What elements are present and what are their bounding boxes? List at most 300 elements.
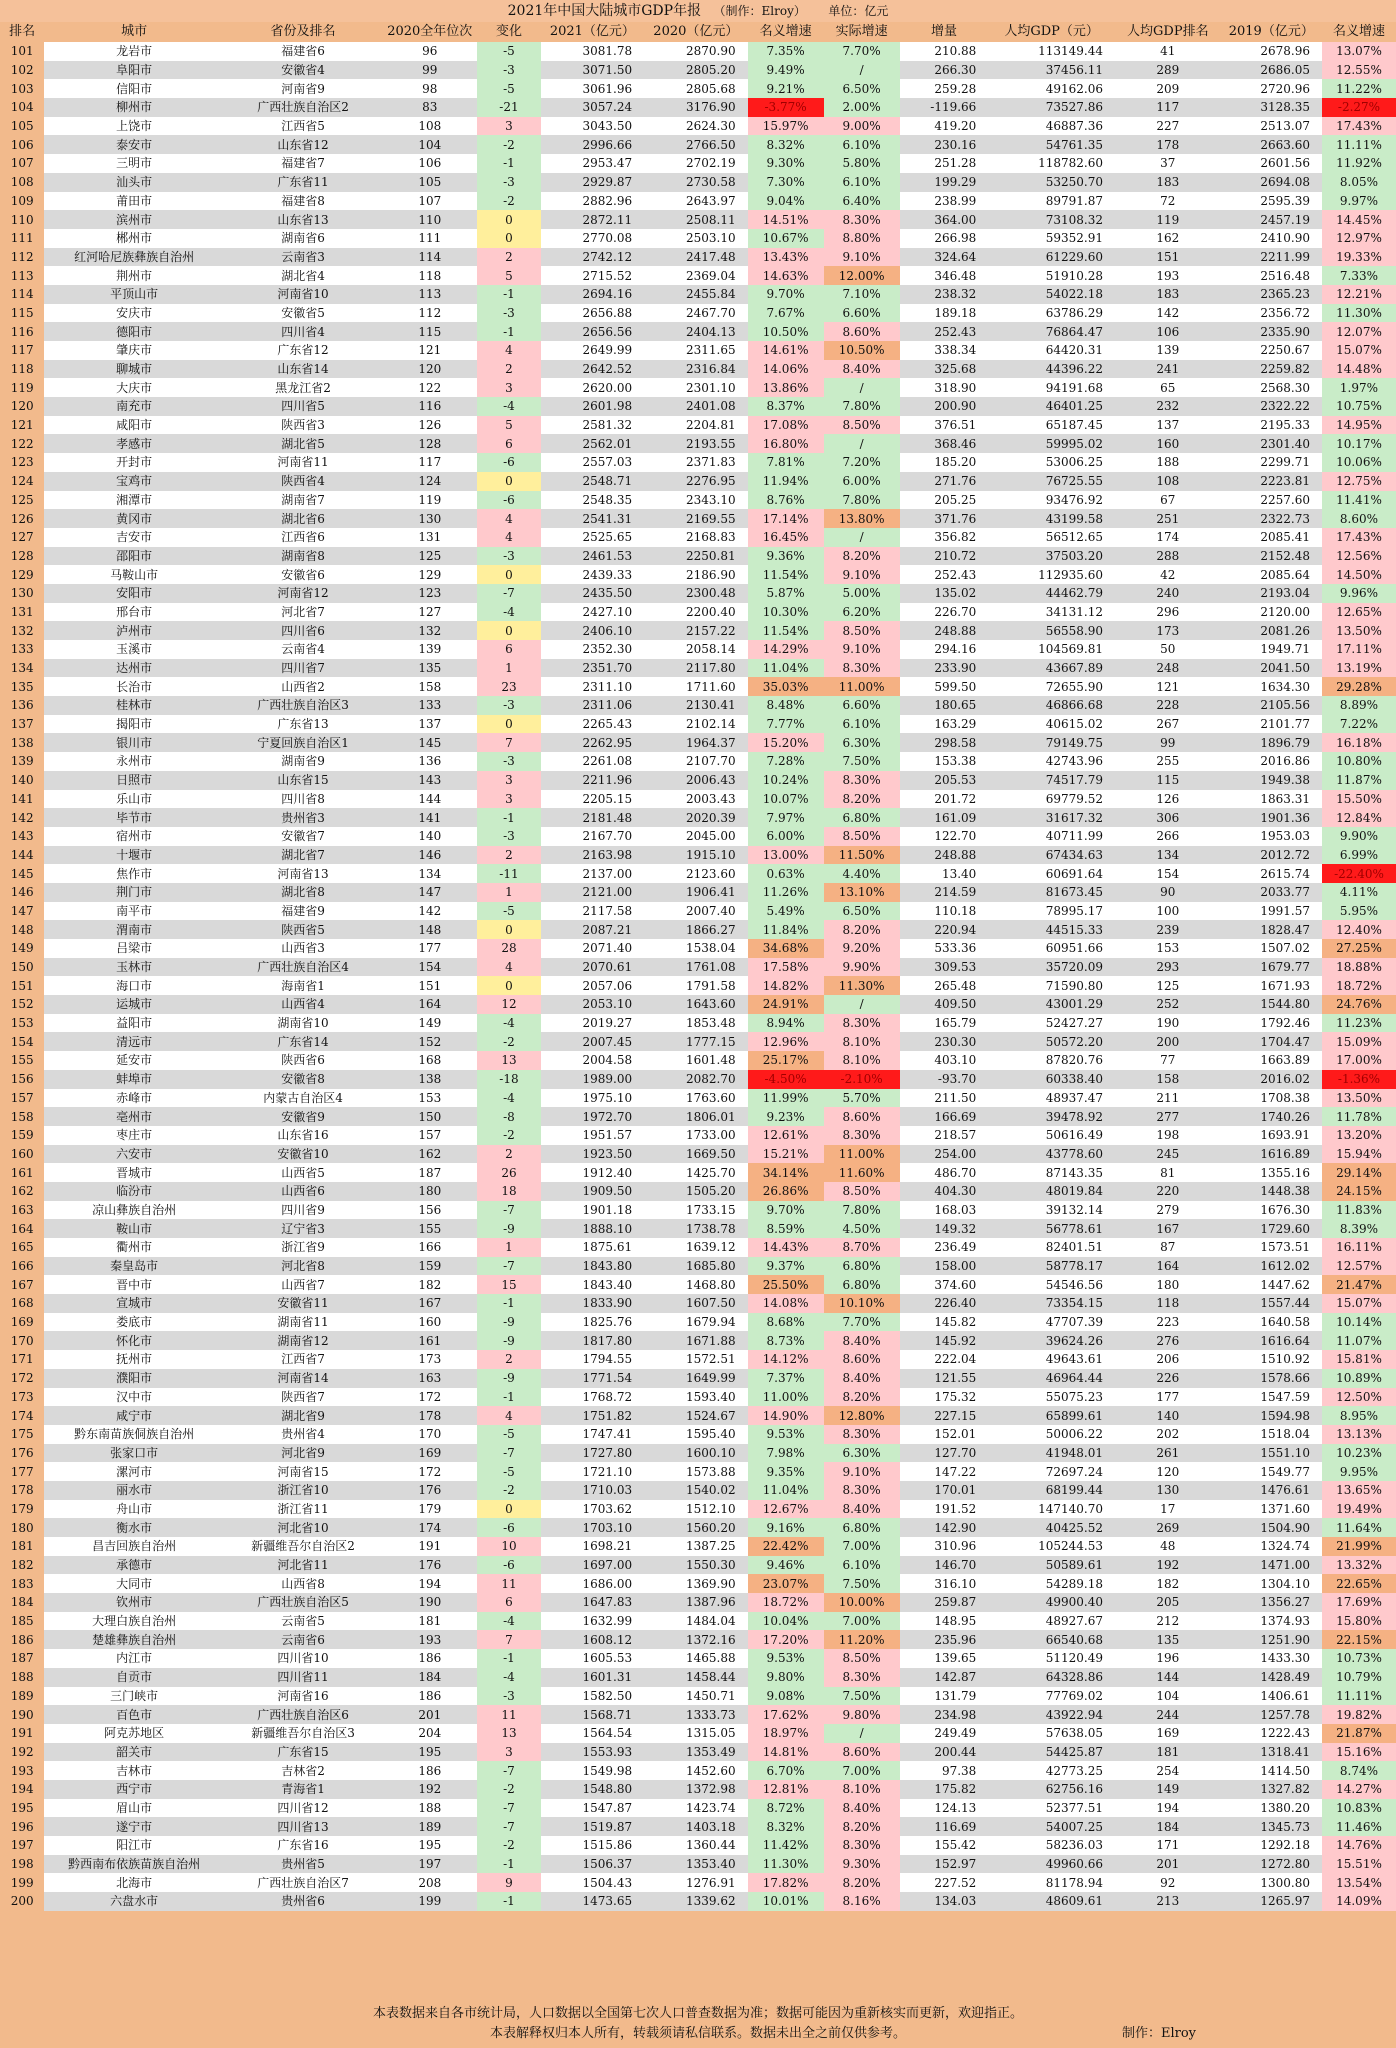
table-cell: 148.95 (900, 1612, 989, 1631)
table-cell: 2601.56 (1221, 154, 1322, 173)
table-cell: 阜阳市 (44, 61, 224, 80)
table-cell: 205 (1115, 1593, 1221, 1612)
table-cell: 486.70 (900, 1163, 989, 1182)
table-cell: 2642.52 (541, 360, 644, 379)
table-cell: 自贡市 (44, 1668, 224, 1687)
table-cell: 1843.80 (541, 1257, 644, 1276)
table-cell: -7 (477, 584, 540, 603)
table-cell: 72697.24 (988, 1462, 1115, 1481)
table-cell: 8.59% (748, 1219, 824, 1238)
table-cell: 192 (0, 1743, 44, 1762)
table-row (0, 677, 1396, 696)
table-cell: 131 (0, 603, 44, 622)
table-cell: 120 (0, 397, 44, 416)
table-cell: 43778.60 (988, 1145, 1115, 1164)
table-cell: 1863.31 (1221, 790, 1322, 809)
table-cell: 226.70 (900, 603, 989, 622)
table-cell: 58236.03 (988, 1836, 1115, 1855)
table-cell: 3061.96 (541, 79, 644, 98)
table-cell: 24.76% (1322, 995, 1396, 1014)
table-cell: 2058.14 (644, 640, 747, 659)
table-row (0, 79, 1396, 98)
table-cell: 13.54% (1322, 1873, 1396, 1892)
table-row (0, 266, 1396, 285)
table-cell: 143 (382, 771, 477, 790)
table-cell: 2137.00 (541, 864, 644, 883)
table-cell: 137 (0, 715, 44, 734)
table-cell: 105 (0, 117, 44, 136)
table-cell: 192 (1115, 1556, 1221, 1575)
table-cell: 51910.28 (988, 266, 1115, 285)
table-cell: 188 (1115, 453, 1221, 472)
table-cell: 9.10% (824, 1462, 900, 1481)
table-cell: 15 (477, 1275, 540, 1294)
table-cell: 1806.01 (644, 1107, 747, 1126)
table-cell: 四川省6 (224, 621, 382, 640)
table-cell: 3128.35 (1221, 98, 1322, 117)
table-cell: 10.67% (748, 229, 824, 248)
table-row (0, 1219, 1396, 1238)
table-cell: 2019.27 (541, 1014, 644, 1033)
table-cell: 内江市 (44, 1649, 224, 1668)
table-cell: 15.50% (1322, 790, 1396, 809)
table-cell: 吉林省2 (224, 1761, 382, 1780)
table-cell: 223 (1115, 1313, 1221, 1332)
table-cell: -119.66 (900, 98, 989, 117)
table-row (0, 1331, 1396, 1350)
table-cell: -7 (477, 1444, 540, 1463)
table-cell: 167 (0, 1275, 44, 1294)
table-cell: 鞍山市 (44, 1219, 224, 1238)
table-cell: 193 (1115, 266, 1221, 285)
table-row (0, 1668, 1396, 1687)
table-row (0, 1855, 1396, 1874)
table-cell: 59995.02 (988, 434, 1115, 453)
table-cell: 158 (382, 677, 477, 696)
table-cell: 13.65% (1322, 1481, 1396, 1500)
table-cell: 0 (477, 621, 540, 640)
table-cell: 1991.57 (1221, 902, 1322, 921)
table-row (0, 229, 1396, 248)
table-cell: 三门峡市 (44, 1687, 224, 1706)
table-cell: 186 (382, 1649, 477, 1668)
table-row (0, 696, 1396, 715)
table-cell: 1540.02 (644, 1481, 747, 1500)
table-cell: 1703.10 (541, 1518, 644, 1537)
table-cell: 10.24% (748, 771, 824, 790)
table-cell: 29.28% (1322, 677, 1396, 696)
table-cell: 10.06% (1322, 453, 1396, 472)
table-cell: 山西省2 (224, 677, 382, 696)
table-cell: 211.50 (900, 1089, 989, 1108)
table-cell: 152.97 (900, 1855, 989, 1874)
table-cell: 12.67% (748, 1500, 824, 1519)
table-cell: 安徽省6 (224, 565, 382, 584)
column-header: 人均GDP排名 (1115, 22, 1221, 42)
table-cell: -3 (477, 696, 540, 715)
table-cell: 87 (1115, 1238, 1221, 1257)
table-row (0, 1836, 1396, 1855)
table-cell: 138 (382, 1070, 477, 1089)
table-cell: 2101.77 (1221, 715, 1322, 734)
table-cell: 2457.19 (1221, 210, 1322, 229)
table-cell: 10.73% (1322, 1649, 1396, 1668)
table-cell: 178 (382, 1406, 477, 1425)
table-cell: 145.92 (900, 1331, 989, 1350)
table-cell: 1616.64 (1221, 1331, 1322, 1350)
table-cell: 269 (1115, 1518, 1221, 1537)
table-cell: 175 (0, 1425, 44, 1444)
table-cell: 118 (382, 266, 477, 285)
table-cell: 59352.91 (988, 229, 1115, 248)
table-cell: 2120.00 (1221, 603, 1322, 622)
table-cell: 118782.60 (988, 154, 1115, 173)
table-cell: 5.00% (824, 584, 900, 603)
table-cell: 2300.48 (644, 584, 747, 603)
table-cell: 青海省1 (224, 1780, 382, 1799)
table-cell: 52377.51 (988, 1799, 1115, 1818)
table-cell: 157 (382, 1126, 477, 1145)
table-cell: 河南省13 (224, 864, 382, 883)
table-cell: 8.40% (824, 1331, 900, 1350)
table-cell: 7.80% (824, 491, 900, 510)
table-cell: 8.60% (824, 1743, 900, 1762)
table-cell: 8.16% (824, 1892, 900, 1911)
table-cell: 42743.96 (988, 752, 1115, 771)
table-cell: 2335.90 (1221, 322, 1322, 341)
table-cell: 1915.10 (644, 846, 747, 865)
table-cell: 208 (382, 1873, 477, 1892)
table-cell: 西宁市 (44, 1780, 224, 1799)
table-cell: 1634.30 (1221, 677, 1322, 696)
table-cell: 2352.30 (541, 640, 644, 659)
table-cell: -6 (477, 1556, 540, 1575)
table-cell: 永州市 (44, 752, 224, 771)
table-cell: 吉安市 (44, 528, 224, 547)
report-unit: 单位：亿元 (828, 4, 889, 18)
table-row (0, 1313, 1396, 1332)
table-cell: 200 (0, 1892, 44, 1911)
table-cell: 1843.40 (541, 1275, 644, 1294)
table-cell: 11.00% (824, 1145, 900, 1164)
table-cell: 130 (382, 509, 477, 528)
table-cell: 2265.43 (541, 715, 644, 734)
table-cell: 17.00% (1322, 1051, 1396, 1070)
table-cell: 230.16 (900, 135, 989, 154)
table-cell: 1669.50 (644, 1145, 747, 1164)
table-cell: 49643.61 (988, 1350, 1115, 1369)
column-header: 2019（亿元） (1221, 22, 1322, 42)
table-cell: 黔西南布依族苗族自治州 (44, 1855, 224, 1874)
table-cell: 2070.61 (541, 958, 644, 977)
table-cell: 13 (477, 1051, 540, 1070)
table-cell: 47707.39 (988, 1313, 1115, 1332)
table-cell: 93476.92 (988, 491, 1115, 510)
table-cell: 259.28 (900, 79, 989, 98)
table-cell: 河南省16 (224, 1687, 382, 1706)
table-cell: 12.96% (748, 1032, 824, 1051)
table-cell: 35.03% (748, 677, 824, 696)
table-cell: 8.60% (824, 1107, 900, 1126)
table-cell: 1605.53 (541, 1649, 644, 1668)
table-cell: 6.00% (748, 827, 824, 846)
table-row (0, 1687, 1396, 1706)
table-cell: 266.98 (900, 229, 989, 248)
table-cell: 1733.00 (644, 1126, 747, 1145)
table-cell: 1906.41 (644, 883, 747, 902)
table-cell: 14.08% (748, 1294, 824, 1313)
table-cell: 200 (1115, 1032, 1221, 1051)
table-cell: 2615.74 (1221, 864, 1322, 883)
table-cell: 137 (382, 715, 477, 734)
table-cell: 四川省7 (224, 659, 382, 678)
table-cell: 125 (0, 491, 44, 510)
table-cell: 2601.98 (541, 397, 644, 416)
table-cell: 92 (1115, 1873, 1221, 1892)
table-cell: 2223.81 (1221, 472, 1322, 491)
table-cell: 安徽省8 (224, 1070, 382, 1089)
table-cell: 11.42% (748, 1836, 824, 1855)
table-cell: 72655.90 (988, 677, 1115, 696)
table-cell: 2311.10 (541, 677, 644, 696)
table-cell: 南平市 (44, 902, 224, 921)
table-cell: 2872.11 (541, 210, 644, 229)
table-cell: 183 (1115, 285, 1221, 304)
table-cell: 7.77% (748, 715, 824, 734)
table-cell: 48609.61 (988, 1892, 1115, 1911)
table-cell: 142 (1115, 304, 1221, 323)
table-cell: 46401.25 (988, 397, 1115, 416)
table-cell: 11.54% (748, 565, 824, 584)
table-cell: 190 (1115, 1014, 1221, 1033)
table-cell: 165 (0, 1238, 44, 1257)
table-cell: 128 (0, 547, 44, 566)
table-cell: 湖南省6 (224, 229, 382, 248)
table-cell: -4 (477, 1014, 540, 1033)
table-cell: 157 (0, 1089, 44, 1108)
table-cell: 云南省4 (224, 640, 382, 659)
table-cell: 新疆维吾尔自治区3 (224, 1724, 382, 1743)
table-cell: 210.88 (900, 42, 989, 61)
table-cell: 139.65 (900, 1649, 989, 1668)
table-cell: 98 (382, 79, 477, 98)
table-cell: 14.43% (748, 1238, 824, 1257)
table-row (0, 715, 1396, 734)
table-cell: 89791.87 (988, 192, 1115, 211)
table-cell: -3 (477, 1687, 540, 1706)
table-cell: 144 (1115, 1668, 1221, 1687)
table-cell: 4.11% (1322, 883, 1396, 902)
table-cell: 254 (1115, 1761, 1221, 1780)
table-cell: 新疆维吾尔自治区2 (224, 1537, 382, 1556)
table-row (0, 1799, 1396, 1818)
table-cell: 171 (1115, 1836, 1221, 1855)
table-cell: 53006.25 (988, 453, 1115, 472)
table-cell: 13.20% (1322, 1126, 1396, 1145)
table-cell: 1387.96 (644, 1593, 747, 1612)
table-cell: 2053.10 (541, 995, 644, 1014)
table-cell: 137 (1115, 416, 1221, 435)
table-cell: 13.43% (748, 248, 824, 267)
report-maker: （制作：Elroy） (713, 4, 806, 18)
table-cell: 2562.01 (541, 434, 644, 453)
table-cell: 107 (382, 192, 477, 211)
table-cell: 248 (1115, 659, 1221, 678)
table-cell: 364.00 (900, 210, 989, 229)
table-cell: 山西省3 (224, 939, 382, 958)
table-cell: 1468.80 (644, 1275, 747, 1294)
table-cell: 11.00% (824, 677, 900, 696)
table-row (0, 173, 1396, 192)
table-cell: 72 (1115, 192, 1221, 211)
table-cell: 娄底市 (44, 1313, 224, 1332)
table-cell: 230.30 (900, 1032, 989, 1051)
table-cell: 6.40% (824, 192, 900, 211)
table-cell: 2057.06 (541, 976, 644, 995)
table-cell: 151 (1115, 248, 1221, 267)
table-cell: 1276.91 (644, 1873, 747, 1892)
table-cell: 平顶山市 (44, 285, 224, 304)
table-cell: 2656.56 (541, 322, 644, 341)
table-cell: 111 (382, 229, 477, 248)
table-cell: 2356.72 (1221, 304, 1322, 323)
table-cell: 运城市 (44, 995, 224, 1014)
table-cell: 四川省12 (224, 1799, 382, 1818)
table-cell: 2694.16 (541, 285, 644, 304)
table-cell: 174 (0, 1406, 44, 1425)
table-cell: 0 (477, 210, 540, 229)
table-cell: 海南省1 (224, 976, 382, 995)
table-row (0, 733, 1396, 752)
table-cell: 1333.73 (644, 1705, 747, 1724)
table-cell: 渭南市 (44, 920, 224, 939)
table-cell: 漯河市 (44, 1462, 224, 1481)
table-cell: 220.94 (900, 920, 989, 939)
table-cell: 57638.05 (988, 1724, 1115, 1743)
table-cell: 8.68% (748, 1313, 824, 1332)
table-cell: 玉林市 (44, 958, 224, 977)
table-cell: 191 (0, 1724, 44, 1743)
table-cell: 23.07% (748, 1574, 824, 1593)
table-cell: 10.50% (824, 341, 900, 360)
table-cell: 7.22% (1322, 715, 1396, 734)
table-cell: 136 (382, 752, 477, 771)
table-cell: 7 (477, 733, 540, 752)
table-cell: 河南省15 (224, 1462, 382, 1481)
table-row (0, 1556, 1396, 1575)
table-cell: 7.80% (824, 397, 900, 416)
table-cell: 六安市 (44, 1145, 224, 1164)
table-cell: 2152.48 (1221, 547, 1322, 566)
table-cell: 2102.14 (644, 715, 747, 734)
table-cell: 108 (382, 117, 477, 136)
table-cell: 山东省13 (224, 210, 382, 229)
table-cell: 12.65% (1322, 603, 1396, 622)
table-cell: 182 (382, 1275, 477, 1294)
table-cell: 248.88 (900, 621, 989, 640)
table-cell: 48019.84 (988, 1182, 1115, 1201)
table-cell: 2130.41 (644, 696, 747, 715)
table-cell: 134 (382, 864, 477, 883)
table-cell: 8.40% (824, 360, 900, 379)
table-row (0, 1238, 1396, 1257)
table-cell: 206 (1115, 1350, 1221, 1369)
table-cell: 176 (0, 1444, 44, 1463)
table-cell: 15.16% (1322, 1743, 1396, 1762)
table-cell: 14.09% (1322, 1892, 1396, 1911)
table-cell: 40615.02 (988, 715, 1115, 734)
table-cell: 8.30% (824, 1014, 900, 1033)
table-cell: 2766.50 (644, 135, 747, 154)
table-cell: 180 (0, 1518, 44, 1537)
table-row (0, 1724, 1396, 1743)
table-cell: 195 (0, 1799, 44, 1818)
table-cell: 18.72% (1322, 976, 1396, 995)
table-cell: 9.00% (824, 117, 900, 136)
table-cell: 2503.10 (644, 229, 747, 248)
table-cell: 5.80% (824, 154, 900, 173)
table-cell: 43667.89 (988, 659, 1115, 678)
table-cell: 广西壮族自治区4 (224, 958, 382, 977)
table-row (0, 1051, 1396, 1070)
table-cell: 99 (382, 61, 477, 80)
table-cell: 9 (477, 1873, 540, 1892)
table-cell: 1771.54 (541, 1369, 644, 1388)
table-cell: 承德市 (44, 1556, 224, 1575)
table-cell: 40711.99 (988, 827, 1115, 846)
table-cell: 114 (382, 248, 477, 267)
table-cell: 贵州省4 (224, 1425, 382, 1444)
table-cell: 2168.83 (644, 528, 747, 547)
table-cell: 255 (1115, 752, 1221, 771)
table-cell: 1553.93 (541, 1743, 644, 1762)
table-cell: 河北省7 (224, 603, 382, 622)
table-cell: 17.43% (1322, 528, 1396, 547)
table-cell: 6.80% (824, 1257, 900, 1276)
table-cell: 三明市 (44, 154, 224, 173)
table-cell: 1414.50 (1221, 1761, 1322, 1780)
table-cell: 1972.70 (541, 1107, 644, 1126)
table-row (0, 1500, 1396, 1519)
table-cell: 山东省12 (224, 135, 382, 154)
table-cell: 371.76 (900, 509, 989, 528)
table-cell: 13.80% (824, 509, 900, 528)
table-cell: 110 (0, 210, 44, 229)
table-cell: -6 (477, 491, 540, 510)
table-cell: 1380.20 (1221, 1799, 1322, 1818)
table-cell: 13.00% (748, 846, 824, 865)
table-cell: 12.61% (748, 1126, 824, 1145)
table-cell: -2 (477, 1780, 540, 1799)
table-cell: 陕西省4 (224, 472, 382, 491)
table-cell: 湖北省6 (224, 509, 382, 528)
table-cell: 368.46 (900, 434, 989, 453)
table-cell: 2 (477, 248, 540, 267)
table-cell: 191.52 (900, 1500, 989, 1519)
table-cell: 湖南省12 (224, 1331, 382, 1350)
table-row (0, 322, 1396, 341)
table-cell: 2186.90 (644, 565, 747, 584)
table-cell: 四川省8 (224, 790, 382, 809)
table-cell: 11.54% (748, 621, 824, 640)
table-cell: 湖南省10 (224, 1014, 382, 1033)
table-cell: 17.82% (748, 1873, 824, 1892)
table-cell: 12.84% (1322, 808, 1396, 827)
table-cell: 140 (382, 827, 477, 846)
table-cell: -3 (477, 547, 540, 566)
table-cell: 湖北省7 (224, 846, 382, 865)
table-cell: 1733.15 (644, 1201, 747, 1220)
